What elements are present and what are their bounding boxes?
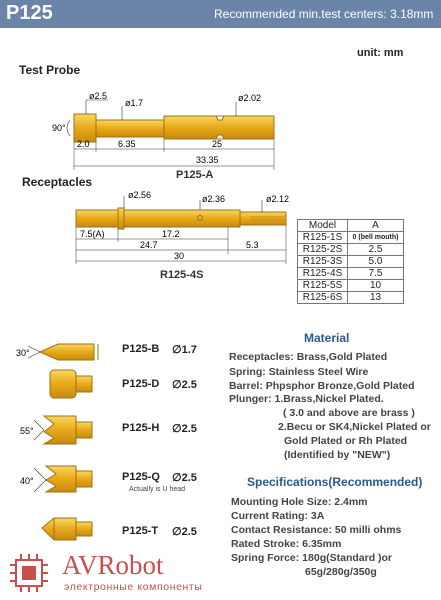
table-cell-model: R125-3S: [298, 256, 348, 268]
material-line: Receptacles: Brass,Gold Plated: [229, 351, 388, 363]
table-cell-model: R125-4S: [298, 268, 348, 280]
receptacle-len-total: 30: [174, 251, 185, 261]
table-cell-a: 10: [348, 280, 404, 292]
spec-line: 65g/280g/350g: [305, 566, 377, 578]
receptacle-tail: [240, 212, 286, 225]
spec-line: Current Rating: 3A: [231, 510, 325, 522]
probe-barrel: [96, 120, 164, 137]
material-line: (Identified by "NEW"): [284, 449, 391, 461]
material-line: ( 3.0 and above are brass ): [283, 407, 415, 419]
probe-len-tail: 25: [212, 139, 223, 149]
tip-q-model: P125-Q: [122, 471, 160, 483]
probe-plunger-dia: ø2.02: [238, 93, 262, 103]
table-row: [298, 256, 404, 268]
tip-t-dia: ∅2.5: [172, 526, 197, 538]
table-cell-model: R125-2S: [298, 244, 348, 256]
probe-len-total: 33.35: [196, 155, 219, 165]
probe-barrel-dia: ø1.7: [125, 98, 144, 108]
probe-len-head: 2.0: [77, 139, 90, 149]
tip-q-dia: ∅2.5: [172, 472, 197, 484]
spec-line: Spring Force: 180g(Standard )or: [231, 552, 393, 564]
table-cell-a: 0 (bell mouth): [348, 232, 404, 244]
spec-line: Contact Resistance: 50 milli ohms: [231, 524, 402, 536]
tip-h-angle: 55°: [20, 426, 34, 436]
table-row: [298, 268, 404, 280]
table-cell-model: R125-6S: [298, 292, 348, 304]
brand-tagline: электронные компоненты: [64, 581, 203, 593]
tip-b-shape: [16, 344, 98, 360]
receptacle-dia-b: ø2.36: [202, 194, 226, 204]
table-row: [298, 244, 404, 256]
table-cell-a: 2.5: [348, 244, 404, 256]
tip-h-model: P125-H: [122, 422, 160, 434]
material-line: 2.Becu or SK4,Nickel Plated or: [278, 421, 431, 433]
tip-q-shape: [20, 466, 92, 492]
receptacle-len-a: 7.5(A): [80, 229, 105, 239]
table-cell-model: R125-5S: [298, 280, 348, 292]
table-cell-model: R125-1S: [298, 232, 348, 244]
table-header-row: [298, 220, 404, 232]
tip-h-shape: [20, 416, 92, 444]
tip-d-dia: ∅2.5: [172, 379, 197, 391]
header-subtitle: Recommended min.test centers: 3.18mm: [214, 7, 434, 21]
material-line: Gold Plated or Rh Plated: [284, 435, 408, 447]
tip-d-shape: [50, 370, 92, 398]
receptacle-body: [76, 210, 240, 227]
receptacle-drawing: [0, 186, 300, 282]
table-row: [298, 232, 404, 244]
receptacle-len-b: 17.2: [162, 229, 180, 239]
receptacle-len-c: 24.7: [140, 240, 158, 250]
model-table: [297, 219, 404, 304]
receptacle-model: R125-4S: [160, 269, 204, 281]
table-cell-a: 7.5: [348, 268, 404, 280]
tip-b-model: P125-B: [122, 343, 160, 355]
unit-label: unit: mm: [357, 47, 404, 59]
material-line: Barrel: Phpsphor Bronze,Gold Plated: [229, 380, 415, 392]
table-header-a: A: [348, 220, 404, 232]
tip-t-shape: [42, 518, 92, 540]
specs-title: Specifications(Recommended): [247, 475, 423, 489]
tip-b-angle: 30°: [16, 348, 30, 358]
probe-angle: 90°: [52, 123, 66, 133]
table-cell-a: 13: [348, 292, 404, 304]
probe-model: P125-A: [176, 169, 214, 180]
test-probe-drawing: [0, 80, 441, 180]
receptacle-dia-a: ø2.56: [128, 190, 152, 200]
tip-b-dia: ∅1.7: [172, 344, 197, 356]
page-title: P125: [6, 2, 53, 24]
tip-q-note: Actually is U head: [129, 486, 186, 493]
tip-t-model: P125-T: [122, 525, 159, 537]
material-title: Material: [304, 331, 350, 345]
probe-head-dia: ø2.5: [89, 91, 108, 101]
brand-name: AVRobot: [62, 550, 164, 580]
tip-d-model: P125-D: [122, 378, 160, 390]
chip-icon: [8, 552, 50, 594]
tip-h-dia: ∅2.5: [172, 423, 197, 435]
spec-line: Rated Stroke: 6.35mm: [231, 538, 342, 550]
table-cell-a: 5.0: [348, 256, 404, 268]
tip-q-angle: 40°: [20, 476, 34, 486]
receptacle-len-d: 5.3: [246, 240, 259, 250]
table-header-model: Model: [298, 220, 348, 232]
receptacles-label: Receptacles: [22, 175, 93, 189]
material-line: Plunger: 1.Brass,Nickel Plated.: [229, 393, 384, 405]
brand-logo: [8, 552, 218, 596]
test-probe-label: Test Probe: [19, 63, 81, 77]
probe-head: [74, 114, 96, 142]
tip-drawings: [0, 328, 120, 558]
spec-line: Mounting Hole Size: 2.4mm: [231, 496, 368, 508]
receptacle-dia-c: ø2.12: [266, 194, 290, 204]
material-line: Spring: Stainless Steel Wire: [229, 366, 369, 378]
table-row: [298, 292, 404, 304]
table-row: [298, 280, 404, 292]
probe-len-mid: 6.35: [118, 139, 136, 149]
header-bar: [0, 0, 441, 28]
